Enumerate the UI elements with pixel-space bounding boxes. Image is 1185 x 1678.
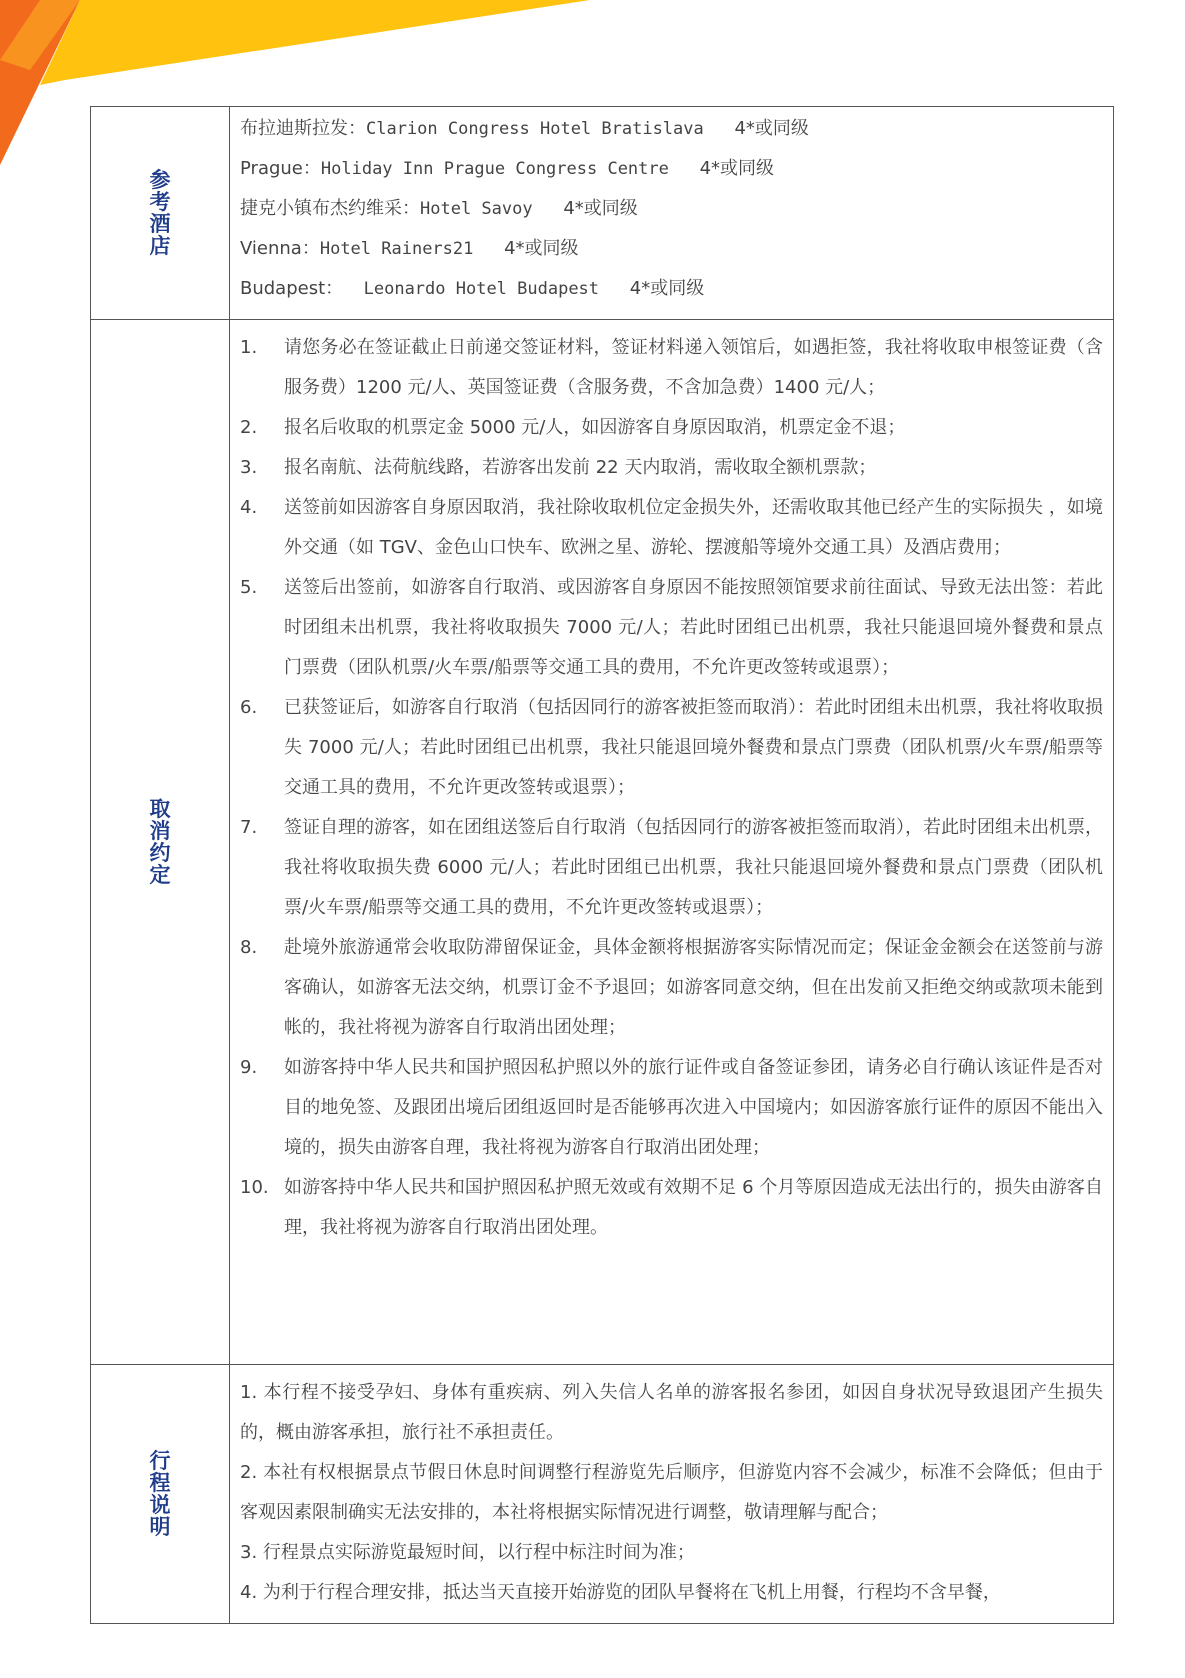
item-text: 如游客持中华人民共和国护照因私护照无效或有效期不足 6 个月等原因造成无法出行的，损失由游客自理，我社将视为游客自行取消出团处理。 [284,1177,1103,1238]
hotel-name: Hotel Rainers21 [319,239,474,259]
list-item [240,568,1103,688]
hotel-city: Budapest： [240,278,344,299]
item-text: 请您务必在签证截止日前递交签证材料，签证材料递入领馆后，如遇拒签，我社将收取申根签证费（含服务费）1200 元/人、英国签证费（含服务费，不含加急费）1400 元/人； [284,337,1103,398]
hotel-line [240,229,1103,269]
hotel-city: 布拉迪斯拉发： [240,118,366,139]
hotel-name: Clarion Congress Hotel Bratislava [366,119,704,139]
item-text: 报名南航、法荷航线路，若游客出发前 22 天内取消，需收取全额机票款； [284,457,877,478]
item-text: 报名后收取的机票定金 5000 元/人，如因游客自身原因取消，机票定金不退； [284,417,906,438]
cancel-label: 取消约定 [149,797,171,887]
item-number: 5. [240,577,258,598]
hotel-city: 捷克小镇布杰约维采： [240,198,420,219]
hotel-line [240,149,1103,189]
item-number: 8. [240,937,258,958]
hotel-level: 4*或同级 [563,198,638,219]
item-number: 4. [240,497,258,518]
hotel-level: 4*或同级 [629,278,705,299]
item-number: 6. [240,697,258,718]
list-item [240,1168,1103,1248]
cancel-list [240,328,1103,1248]
hotels-label: 参考酒店 [149,168,171,258]
list-item [240,328,1103,408]
item-number: 3. [240,457,258,478]
itinerary-content [230,1365,1114,1624]
hotel-city: Vienna： [240,238,320,259]
item-number: 10. [240,1177,269,1198]
hotel-city: Prague： [240,158,321,179]
item-text: 送签前如因游客自身原因取消，我社除收取机位定金损失外，还需收取其他已经产生的实际损失 ，如境外交通（如 TGV、金色山口快车、欧洲之星、游轮、摆渡船等境外交通工具）及酒店费用； [284,497,1103,558]
list-item [240,688,1103,808]
hotel-line [240,109,1103,149]
item-number: 2. [240,417,258,438]
list-item [240,408,1103,448]
hotel-level: 4*或同级 [734,118,809,139]
hotel-name: Hotel Savoy [420,199,533,219]
itinerary-item: 4. 为利于行程合理安排，抵达当天直接开始游览的团队早餐将在飞机上用餐，行程均不含早餐， [240,1582,1001,1603]
list-item [240,488,1103,568]
item-number: 1. [240,337,258,358]
itinerary-row [91,1365,1114,1624]
item-text: 如游客持中华人民共和国护照因私护照以外的旅行证件或自备签证参团，请务必自行确认该证件是否对目的地免签、及跟团出境后团组返回时是否能够再次进入中国境内；如因游客旅行证件的原因不能出入境的，损失由游客自理，我社将视为游客自行取消出团处理； [284,1057,1103,1158]
item-text: 签证自理的游客，如在团组送签后自行取消（包括因同行的游客被拒签而取消），若此时团组未出机票，我社将收取损失费 6000 元/人；若此时团组已出机票，我社只能退回境外餐费和景点门票费（团队机票/火车票/船票等交通工具的费用，不允许更改签转或退票）； [284,817,1103,918]
list-item [240,808,1103,928]
hotel-name: Holiday Inn Prague Congress Centre [320,159,669,179]
cancel-row [91,320,1114,1365]
cancel-content [230,320,1114,1365]
list-item [240,448,1103,488]
itinerary-item: 1. 本行程不接受孕妇、身体有重疾病、列入失信人名单的游客报名参团，如因自身状况导致退团产生损失的，概由游客承担，旅行社不承担责任。 [240,1382,1103,1443]
itinerary-label-cell [91,1365,230,1624]
item-text: 已获签证后，如游客自行取消（包括因同行的游客被拒签而取消）：若此时团组未出机票，我社将收取损失 7000 元/人；若此时团组已出机票，我社只能退回境外餐费和景点门票费（团队机票/火车票/船票等交通工具的费用，不允许更改签转或退票）； [284,697,1103,798]
info-table [90,106,1114,1624]
item-number: 9. [240,1057,258,1078]
hotel-line [240,189,1103,229]
itinerary-label: 行程说明 [149,1449,171,1539]
hotel-line [240,269,1103,309]
cancel-label-cell [91,320,230,1365]
list-item [240,1048,1103,1168]
hotels-row [91,107,1114,320]
itinerary-item: 2. 本社有权根据景点节假日休息时间调整行程游览先后顺序，但游览内容不会减少，标准不会降低；但由于客观因素限制确实无法安排的，本社将根据实际情况进行调整，敬请理解与配合； [240,1462,1103,1523]
hotel-level: 4*或同级 [699,158,775,179]
hotel-name: Leonardo Hotel Budapest [343,279,600,299]
item-text: 赴境外旅游通常会收取防滞留保证金，具体金额将根据游客实际情况而定；保证金金额会在送签前与游客确认，如游客无法交纳，机票订金不予退回；如游客同意交纳，但在出发前又拒绝交纳或款项未能到帐的，我社将视为游客自行取消出团处理； [284,937,1103,1038]
list-item [240,928,1103,1048]
item-number: 7. [240,817,258,838]
hotel-level: 4*或同级 [504,238,579,259]
itinerary-item: 3. 行程景点实际游览最短时间，以行程中标注时间为准； [240,1542,695,1563]
item-text: 送签后出签前，如游客自行取消、或因游客自身原因不能按照领馆要求前往面试、导致无法出签：若此时团组未出机票，我社将收取损失 7000 元/人；若此时团组已出机票，我社只能退回境外餐费和景点门票费（团队机票/火车票/船票等交通工具的费用，不允许更改签转或退票）； [284,577,1103,678]
hotels-label-cell [91,107,230,320]
hotels-content [230,107,1114,320]
